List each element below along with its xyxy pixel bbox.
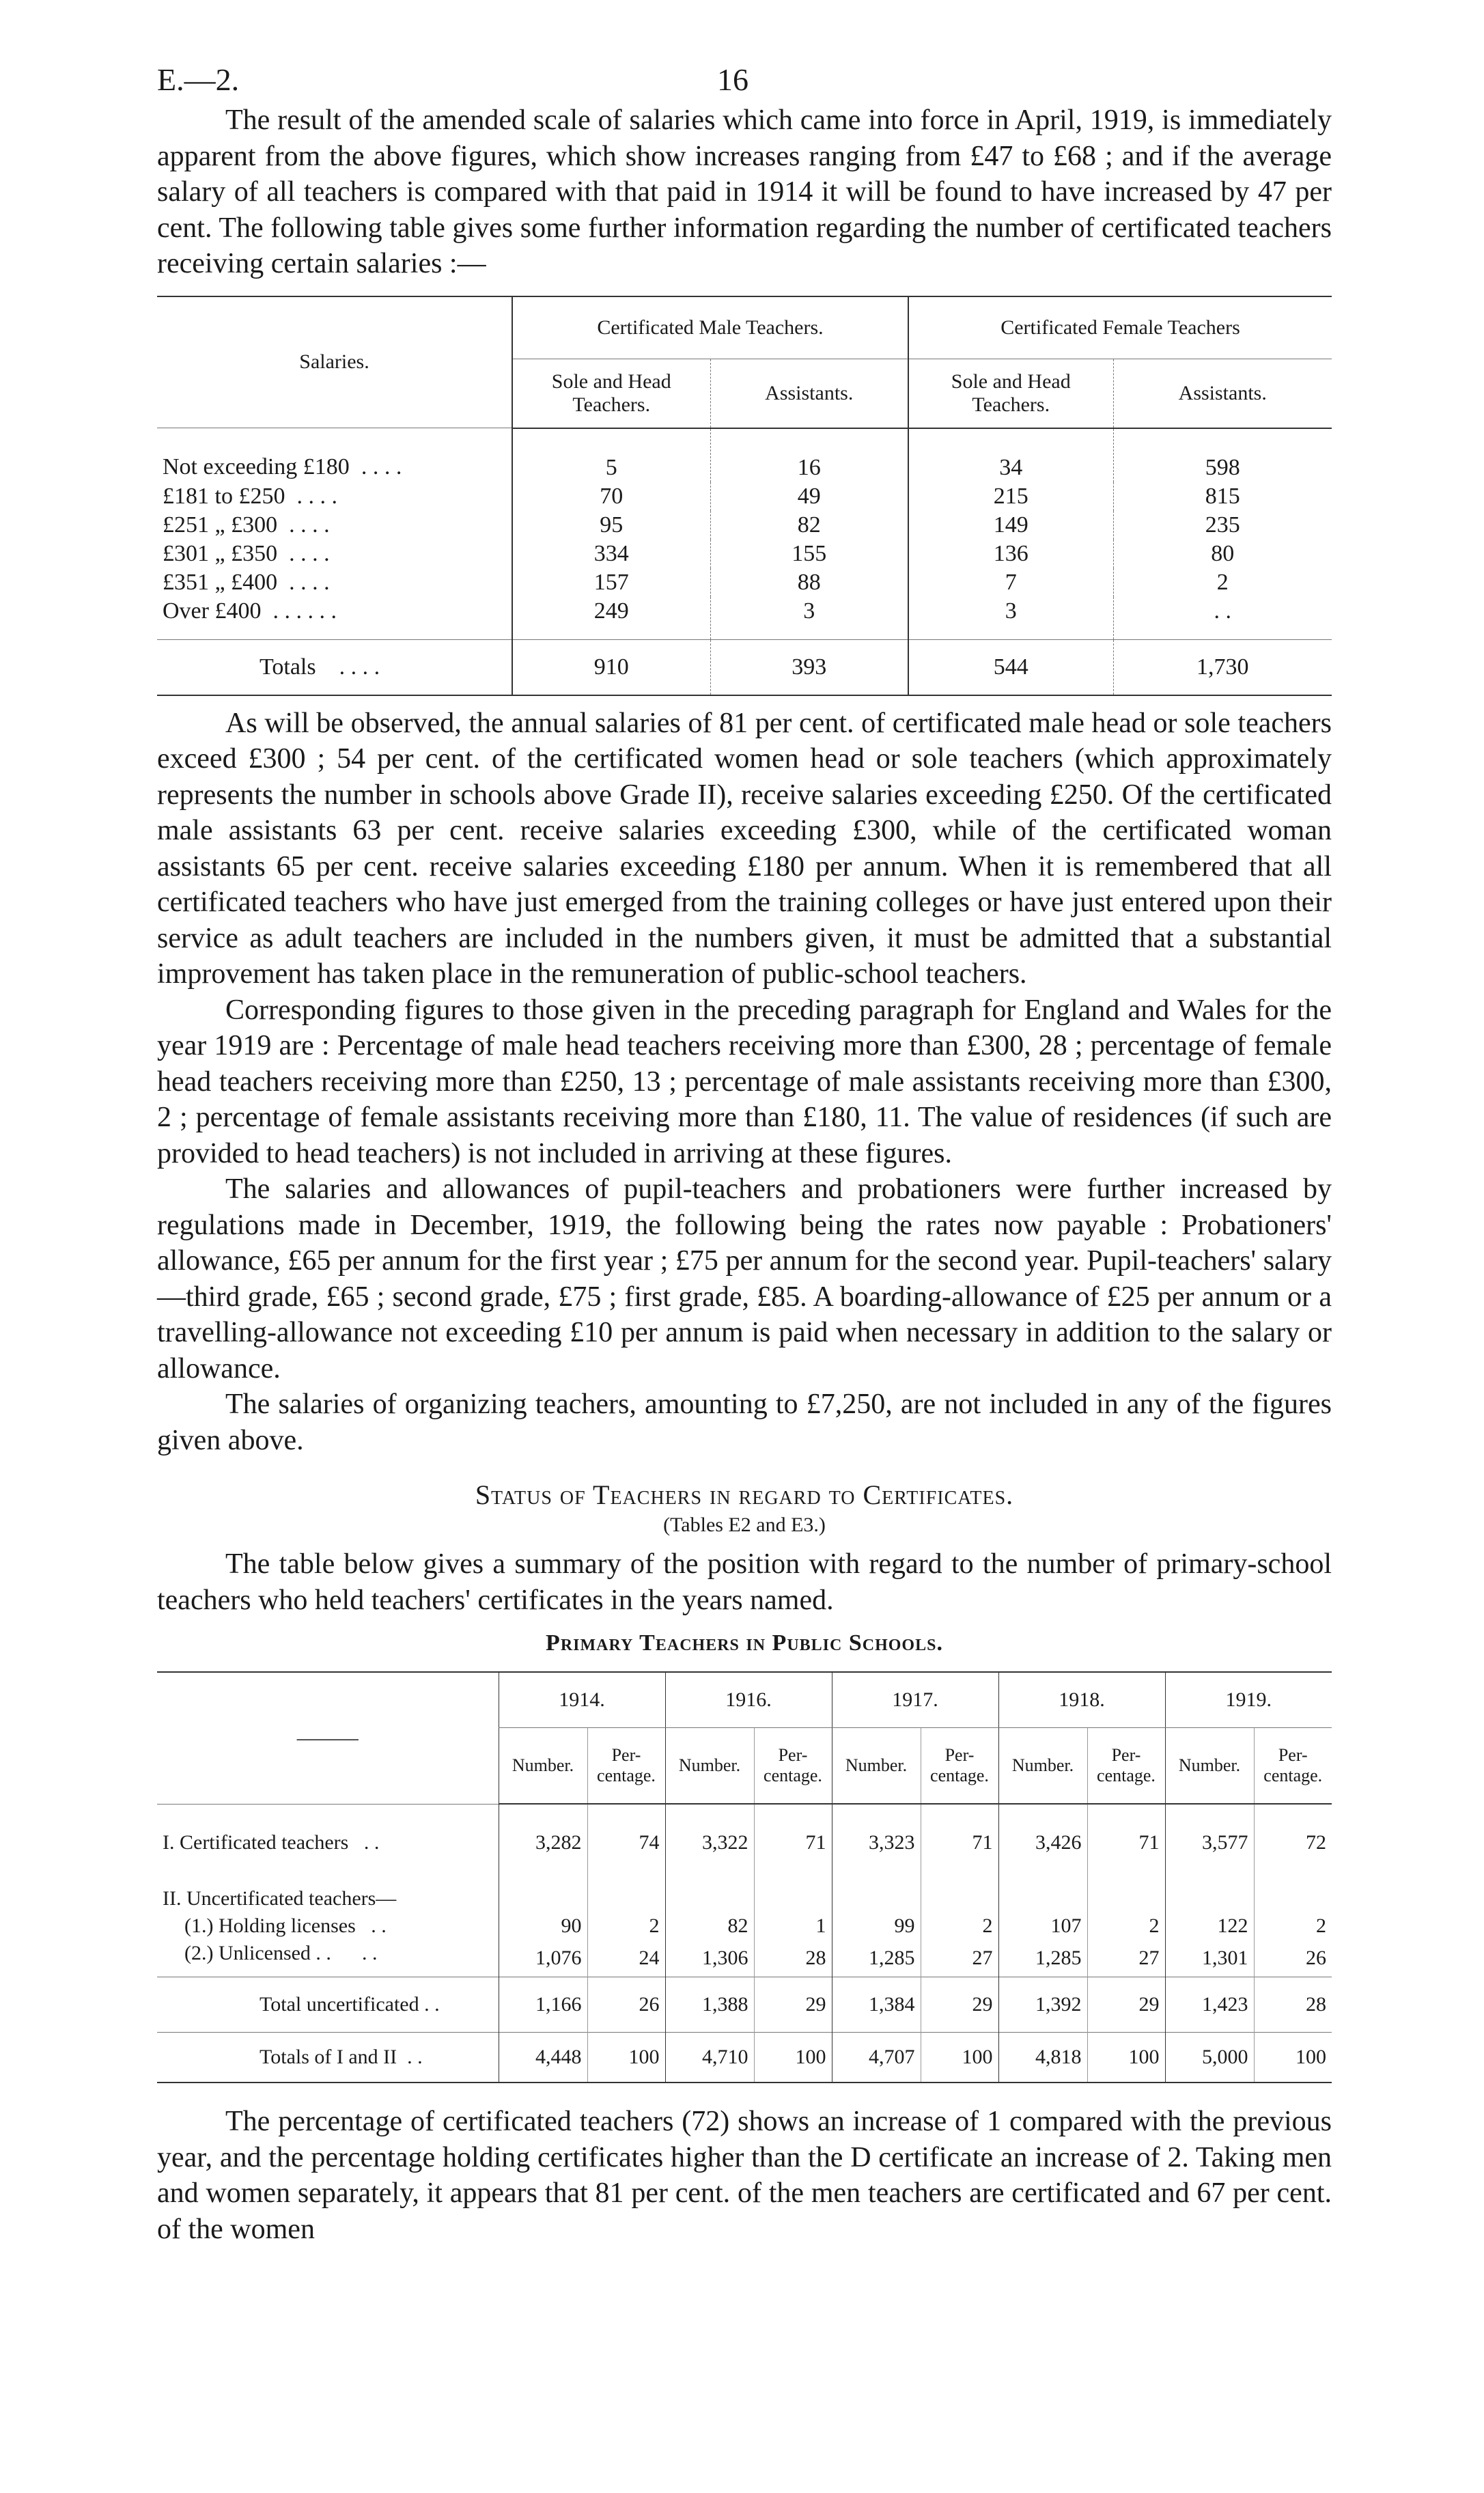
table-cell: 3,322	[665, 1804, 754, 1865]
table-cell: 1,285	[998, 1940, 1087, 1977]
row-label: (2.) Unlicensed . .	[184, 1942, 331, 1964]
table-cell: 2	[587, 1912, 665, 1940]
table-cell: . .	[1113, 597, 1332, 640]
row-label: Totals	[260, 654, 316, 680]
leader-dots: . . . .	[296, 483, 337, 509]
table-cell: 1,423	[1165, 1977, 1254, 2033]
table-cell: 3,426	[998, 1804, 1087, 1865]
row-label: Over £400	[163, 598, 262, 624]
female-head-header: Sole and Head Teachers.	[908, 359, 1113, 428]
table-cell: 598	[1113, 428, 1332, 482]
year-header: 1917.	[832, 1672, 998, 1728]
table-cell: 100	[1087, 2033, 1165, 2083]
table-cell: 26	[587, 1977, 665, 2033]
document-code: E.—2.	[157, 62, 240, 97]
table-cell: 1,730	[1113, 639, 1332, 695]
table-row	[157, 568, 1332, 597]
male-group-header: Certificated Male Teachers.	[512, 296, 908, 359]
percentage-header: Per-centage.	[754, 1728, 832, 1805]
table-cell: 80	[1113, 540, 1332, 568]
leader-dots: . . . .	[339, 654, 380, 680]
table-cell: 100	[1254, 2033, 1332, 2083]
blank-column-header: ———	[157, 1672, 499, 1804]
salary-table	[157, 296, 1332, 696]
total-uncertificated-row	[157, 1977, 1332, 2033]
certificated-row	[157, 1804, 1332, 1865]
table-cell: 157	[512, 568, 710, 597]
table-cell: 90	[499, 1912, 587, 1940]
table-cell: 71	[1087, 1804, 1165, 1865]
table-cell: 88	[710, 568, 908, 597]
table-cell: 28	[1254, 1977, 1332, 2033]
table-cell: 100	[921, 2033, 998, 2083]
year-header: 1914.	[499, 1672, 665, 1728]
table-cell: 3,577	[1165, 1804, 1254, 1865]
table-cell: 4,707	[832, 2033, 921, 2083]
totals-row	[157, 2033, 1332, 2083]
percentage-header: Per-centage.	[587, 1728, 665, 1805]
table-row	[157, 597, 1332, 640]
table-cell: 4,818	[998, 2033, 1087, 2083]
table-cell: 544	[908, 639, 1113, 695]
leader-dots: . .	[363, 1830, 380, 1854]
number-header: Number.	[1165, 1728, 1254, 1805]
paragraph-5: The salaries of organizing teachers, amounting to £7,250, are not included in any of the figures given above.	[157, 1389, 1332, 1456]
row-label: £251 „ £300	[163, 512, 278, 538]
table-cell: 215	[908, 482, 1113, 511]
table-cell: 27	[1087, 1940, 1165, 1977]
number-header: Number.	[832, 1728, 921, 1805]
table-cell: 4,710	[665, 2033, 754, 2083]
table-cell: 235	[1113, 511, 1332, 540]
section-heading: Status of Teachers in regard to Certificates.	[475, 1479, 1014, 1510]
leader-dots: . . . .	[289, 512, 330, 538]
table-cell: 815	[1113, 482, 1332, 511]
document-page	[157, 55, 1332, 2247]
table-cell: 26	[1254, 1940, 1332, 1977]
table-cell: 70	[512, 482, 710, 511]
table-cell: 4,448	[499, 2033, 587, 2083]
leader-dots: . . . . . .	[272, 598, 337, 624]
table-cell: 71	[921, 1804, 998, 1865]
table-cell: 7	[908, 568, 1113, 597]
number-header: Number.	[665, 1728, 754, 1805]
table-cell: 99	[832, 1912, 921, 1940]
table-cell: 249	[512, 597, 710, 640]
table-cell: 3,282	[499, 1804, 587, 1865]
uncertificated-heading-row	[157, 1865, 1332, 1912]
table-cell: 1,076	[499, 1940, 587, 1977]
male-assistants-header: Assistants.	[710, 359, 908, 428]
leader-dots: . .	[371, 1914, 387, 1937]
table-cell: 74	[587, 1804, 665, 1865]
table-cell: 334	[512, 540, 710, 568]
table-cell: 27	[921, 1940, 998, 1977]
table-cell: 910	[512, 639, 710, 695]
row-label: (1.) Holding licenses	[184, 1914, 356, 1937]
section-subtitle: (Tables E2 and E3.)	[663, 1514, 826, 1536]
table-cell: 16	[710, 428, 908, 482]
leader-dots: . .	[407, 2046, 423, 2068]
table-cell: 2	[921, 1912, 998, 1940]
table-cell: 24	[587, 1940, 665, 1977]
paragraph-6: The table below gives a summary of the position with regard to the number of primary-school teachers who held teachers' certificates in the years named.	[157, 1548, 1332, 1616]
leader-dots: . . . .	[361, 454, 402, 480]
number-header: Number.	[998, 1728, 1087, 1805]
table-cell: 2	[1113, 568, 1332, 597]
table-cell: 393	[710, 639, 908, 695]
table-cell: 1,306	[665, 1940, 754, 1977]
table-cell: 28	[754, 1940, 832, 1977]
table-cell: 122	[1165, 1912, 1254, 1940]
table-row	[157, 482, 1332, 511]
table-cell: 1	[754, 1912, 832, 1940]
table-row	[157, 428, 1332, 482]
row-label: Totals of I and II	[260, 2046, 397, 2068]
table-title: Primary Teachers in Public Schools.	[546, 1630, 943, 1656]
number-header: Number.	[499, 1728, 587, 1805]
page-number: 16	[717, 62, 748, 97]
year-header: 1918.	[998, 1672, 1165, 1728]
salaries-column-header: Salaries.	[157, 296, 512, 428]
percentage-header: Per-centage.	[1087, 1728, 1165, 1805]
table-cell: 1,392	[998, 1977, 1087, 2033]
table-cell: 100	[754, 2033, 832, 2083]
year-header: 1916.	[665, 1672, 832, 1728]
table-cell: 34	[908, 428, 1113, 482]
paragraph-1: The result of the amended scale of salaries which came into force in April, 1919, is immediately apparent from the above figures, which show increases ranging from £47 to £68 ; and if the average salary of all teachers is compared with that paid in 1914 it will be found to have increased by 47 per cent. The following table gives some further information regarding the number of certificated teachers receiving certain salaries :—	[157, 105, 1332, 279]
female-assistants-header: Assistants.	[1113, 359, 1332, 428]
row-label: £181 to £250	[163, 483, 285, 509]
table-cell: 100	[587, 2033, 665, 2083]
table-cell: 71	[754, 1804, 832, 1865]
table-cell: 3	[908, 597, 1113, 640]
table-cell: 1,301	[1165, 1940, 1254, 1977]
table-cell: 1,388	[665, 1977, 754, 2033]
percentage-header: Per-centage.	[1254, 1728, 1332, 1805]
table-cell: 82	[665, 1912, 754, 1940]
table-cell: 1,384	[832, 1977, 921, 2033]
unlicensed-row	[157, 1940, 1332, 1977]
row-label: II. Uncertificated teachers—	[163, 1887, 397, 1910]
paragraph-4: The salaries and allowances of pupil-teachers and probationers were further increased by regulations made in December, 1919, the following being the rates now payable : Probationers' allowance, £65 per annum for the first year ; £75 per annum for the second year. Pupil-teachers' salary—third grade, £65 ; second grade, £75 ; first grade, £85. A boarding-allowance of £25 per annum or a travelling-allowance not exceeding £10 per annum is paid when necessary in addition to the salary or allowance.	[157, 1173, 1332, 1384]
paragraph-2: As will be observed, the annual salaries of 81 per cent. of certificated male head or sole teachers exceed £300 ; 54 per cent. of the certificated women head or sole teachers (which approximately represents the number in schools above Grade II), receive salaries exceeding £250. Of the certificated male assistants 63 per cent. receive salaries exceeding £300, while of the certificated woman assistants 65 per cent. receive salaries exceeding £180 per annum. When it is remembered that all certificated teachers who have just emerged from the training colleges or have just entered upon their service as adult teachers are included in the numbers given, it must be admitted that a substantial improvement has taken place in the remuneration of public-school teachers.	[157, 707, 1332, 990]
table-cell: 3	[710, 597, 908, 640]
row-label: £351 „ £400	[163, 569, 278, 595]
table-cell: 136	[908, 540, 1113, 568]
row-label: Total uncertificated	[260, 1993, 419, 2016]
table-cell: 95	[512, 511, 710, 540]
table-cell: 29	[921, 1977, 998, 2033]
percentage-header: Per-centage.	[921, 1728, 998, 1805]
table-cell: 49	[710, 482, 908, 511]
table-cell: 155	[710, 540, 908, 568]
female-group-header: Certificated Female Teachers	[908, 296, 1332, 359]
leader-dots: . . . .	[289, 569, 330, 595]
table-cell: 1,166	[499, 1977, 587, 2033]
page-header	[157, 55, 1332, 102]
year-header: 1919.	[1165, 1672, 1332, 1728]
totals-row	[157, 639, 1332, 695]
table-cell: 2	[1087, 1912, 1165, 1940]
leader-dots: . . . .	[289, 540, 330, 566]
row-label: I. Certificated teachers	[163, 1830, 349, 1854]
paragraph-7: The percentage of certificated teachers (72) shows an increase of 1 compared with the previous year, and the percentage holding certificates higher than the D certificate an increase of 2. Taking men and women separately, it appears that 81 per cent. of the men teachers are certificated and 67 per cent. of the women	[157, 2106, 1332, 2245]
leader-dots: . .	[424, 1993, 440, 2016]
table-cell: 107	[998, 1912, 1087, 1940]
leader-dots: . .	[361, 1942, 378, 1964]
table-cell: 29	[754, 1977, 832, 2033]
paragraph-3: Corresponding figures to those given in the preceding paragraph for England and Wales for the year 1919 are : Percentage of male head teachers receiving more than £300, 28 ; percentage of female head teachers receiving more than £250, 13 ; percentage of male assistants receiving more than £300, 2 ; percentage of female assistants receiving more than £180, 11. The value of residences (if such are provided to head teachers) is not included in arriving at these figures.	[157, 994, 1332, 1169]
table-cell: 82	[710, 511, 908, 540]
table-cell: 72	[1254, 1804, 1332, 1865]
licensed-row	[157, 1912, 1332, 1940]
primary-teachers-table	[157, 1671, 1332, 2083]
table-cell: 3,323	[832, 1804, 921, 1865]
table-cell: 149	[908, 511, 1113, 540]
table-row	[157, 540, 1332, 568]
table-cell: 2	[1254, 1912, 1332, 1940]
table-cell: 5	[512, 428, 710, 482]
table-cell: 5,000	[1165, 2033, 1254, 2083]
row-label: £301 „ £350	[163, 540, 278, 566]
row-label: Not exceeding £180	[163, 454, 350, 480]
table-cell: 1,285	[832, 1940, 921, 1977]
table-cell: 29	[1087, 1977, 1165, 2033]
table-row	[157, 511, 1332, 540]
male-head-header: Sole and Head Teachers.	[512, 359, 710, 428]
